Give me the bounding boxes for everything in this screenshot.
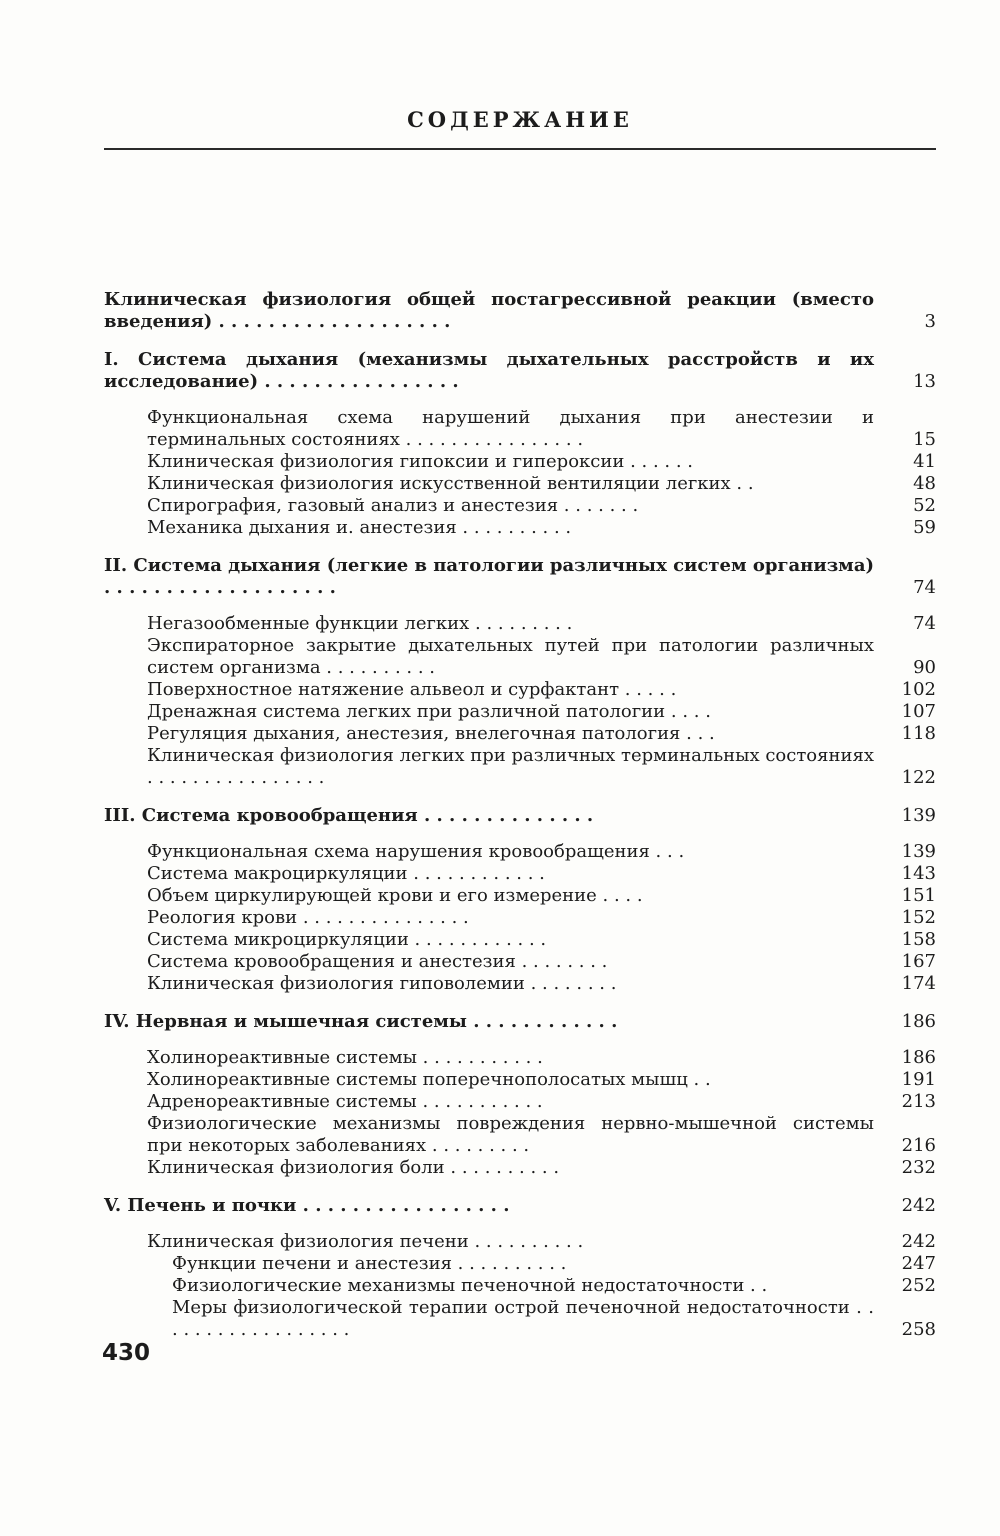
toc-entry-page: 191 [901,1069,936,1090]
toc-entry-title: Физиологические механизмы печеночной недостаточности . . [172,1275,768,1296]
toc-entry-title: IV. Нервная и мышечная системы . . . . . . . . . . . . [104,1011,618,1032]
toc-entry-page: 118 [901,723,936,744]
toc-entry-title: Клиническая физиология гипоксии и гипероксии . . . . . . [147,451,694,472]
toc-entry-page: 152 [901,907,936,928]
toc-entry-title: Клиническая физиология искусственной вентиляции легких . . [147,473,754,494]
toc-entry [147,973,936,995]
toc-entry-title: Дренажная система легких при различной патологии . . . . [147,701,711,722]
toc-entry-title: Холинореактивные системы . . . . . . . . . . . [147,1047,543,1068]
toc-entry-title: Функциональная схема нарушения кровообращения . . . [147,841,685,862]
toc-entry [147,451,936,473]
toc-entry-title: II. Система дыхания (легкие в патологии различных систем организма) . . . . . . . . . . . . . . . . . . . [104,555,874,598]
toc-entry-title: Функциональная схема нарушений дыхания при анестезии и терминальных состояниях . . . . . . . . . . . . . . . . [147,407,874,450]
toc-entry [147,929,936,951]
toc-entry-title: Клиническая физиология боли . . . . . . . . . . [147,1157,560,1178]
toc-entry-page: 107 [901,701,936,722]
toc-entry [147,723,936,745]
toc-entry-title: Клиническая физиология гиповолемии . . . . . . . . [147,973,617,994]
toc-entry [147,679,936,701]
toc-entry-page: 15 [913,429,936,450]
toc-entry-title: Экспираторное закрытие дыхательных путей при патологии различных систем организма . . . . . . . . . . [147,635,874,678]
toc-entry-page: 143 [901,863,936,884]
toc-chapter [104,1195,936,1217]
toc-entry [172,1253,936,1275]
toc-entry-page: 158 [901,929,936,950]
toc-entry-page: 174 [901,973,936,994]
toc-entry-title: III. Система кровообращения . . . . . . . . . . . . . . [104,805,594,826]
toc-entry [147,613,936,635]
toc-entry [147,1091,936,1113]
toc-entry-page: 247 [901,1253,936,1274]
toc-entry [147,1157,936,1179]
toc-entry-page: 242 [901,1195,936,1216]
toc-entry-title: Физиологические механизмы повреждения нервно-мышечной системы при некоторых заболеваниях . . . . . . . . . [147,1113,874,1156]
toc-entry-title: Меры физиологической терапии острой печеночной недостаточности . . . . . . . . . . . . . . . . . . [172,1297,874,1340]
toc-entry [147,1113,936,1157]
toc-entry [147,885,936,907]
toc-entry-title: Функции печени и анестезия . . . . . . . . . . [172,1253,567,1274]
toc-entry-title: Регуляция дыхания, анестезия, внелегочная патология . . . [147,723,715,744]
toc-entry-page: 213 [901,1091,936,1112]
toc-entry-page: 74 [913,577,936,598]
toc-chapter [104,349,936,393]
toc-entry [147,635,936,679]
toc-entry-title: Негазообменные функции легких . . . . . . . . . [147,613,573,634]
toc-entry-page: 41 [913,451,936,472]
toc-entry-page: 74 [913,613,936,634]
toc-entry [147,407,936,451]
toc-entry [147,473,936,495]
toc-entry-title: Система кровообращения и анестезия . . . . . . . . [147,951,608,972]
toc-entry-page: 3 [924,311,936,332]
toc-entry-title: Система макроциркуляции . . . . . . . . . . . . [147,863,545,884]
toc-entry-page: 13 [913,371,936,392]
toc-entry-page: 186 [901,1011,936,1032]
toc-entry-title: Клиническая физиология общей постагрессивной реакции (вместо введения) . . . . . . . . . . . . . . . . . . . [104,289,874,332]
page-title: СОДЕРЖАНИЕ [407,107,633,132]
toc-entry-title: Клиническая физиология печени . . . . . . . . . . [147,1231,584,1252]
toc-entry-title: I. Система дыхания (механизмы дыхательных расстройств и их исследование) . . . . . . . . . . . . . . . . [104,349,874,392]
toc-entry-page: 252 [901,1275,936,1296]
toc-entry-page: 186 [901,1047,936,1068]
toc-entry-page: 122 [901,767,936,788]
toc-chapter [104,289,936,333]
toc-entry-page: 139 [901,805,936,826]
toc-entry-title: V. Печень и почки . . . . . . . . . . . . . . . . . [104,1195,510,1216]
toc-chapter [104,805,936,827]
toc-entry-title: Система микроциркуляции . . . . . . . . . . . . [147,929,547,950]
toc-entry-title: Объем циркулирующей крови и его измерение . . . . [147,885,643,906]
toc-entry [172,1275,936,1297]
toc-entry-page: 90 [913,657,936,678]
toc-entry-page: 258 [901,1319,936,1340]
toc-entry [147,745,936,789]
toc-chapter [104,555,936,599]
toc-entry-title: Механика дыхания и. анестезия . . . . . . . . . . [147,517,572,538]
toc-entry-page: 216 [901,1135,936,1156]
toc-entry [147,863,936,885]
toc-entry-title: Поверхностное натяжение альвеол и сурфактант . . . . . [147,679,677,700]
toc-entry [172,1297,936,1341]
title-divider [104,148,936,150]
page-number: 430 [102,1340,151,1366]
toc-entry [147,1047,936,1069]
toc-entry [147,1069,936,1091]
toc-chapter [104,1011,936,1033]
toc-entry [147,517,936,539]
toc-entry [147,701,936,723]
toc-entry [147,1231,936,1253]
toc-entry-title: Клиническая физиология легких при различных терминальных состояниях . . . . . . . . . . . . . . . . [147,745,874,788]
toc-entry-page: 52 [913,495,936,516]
toc-entry [147,951,936,973]
toc-entry-page: 139 [901,841,936,862]
toc-entry-page: 102 [901,679,936,700]
toc-entry-page: 242 [901,1231,936,1252]
toc-entry-page: 167 [901,951,936,972]
toc-entry-title: Адренореактивные системы . . . . . . . . . . . [147,1091,543,1112]
toc-entry [147,495,936,517]
toc-entry-page: 59 [913,517,936,538]
toc-entry-title: Реология крови . . . . . . . . . . . . . . . [147,907,469,928]
toc-entry [147,907,936,929]
toc-entry-title: Холинореактивные системы поперечнополосатых мышц . . [147,1069,711,1090]
toc-entry-title: Спирография, газовый анализ и анестезия . . . . . . . [147,495,639,516]
toc-entry [147,841,936,863]
toc-entry-page: 48 [913,473,936,494]
toc-entry-page: 232 [901,1157,936,1178]
toc-entry-page: 151 [901,885,936,906]
table-of-contents [104,289,936,1341]
